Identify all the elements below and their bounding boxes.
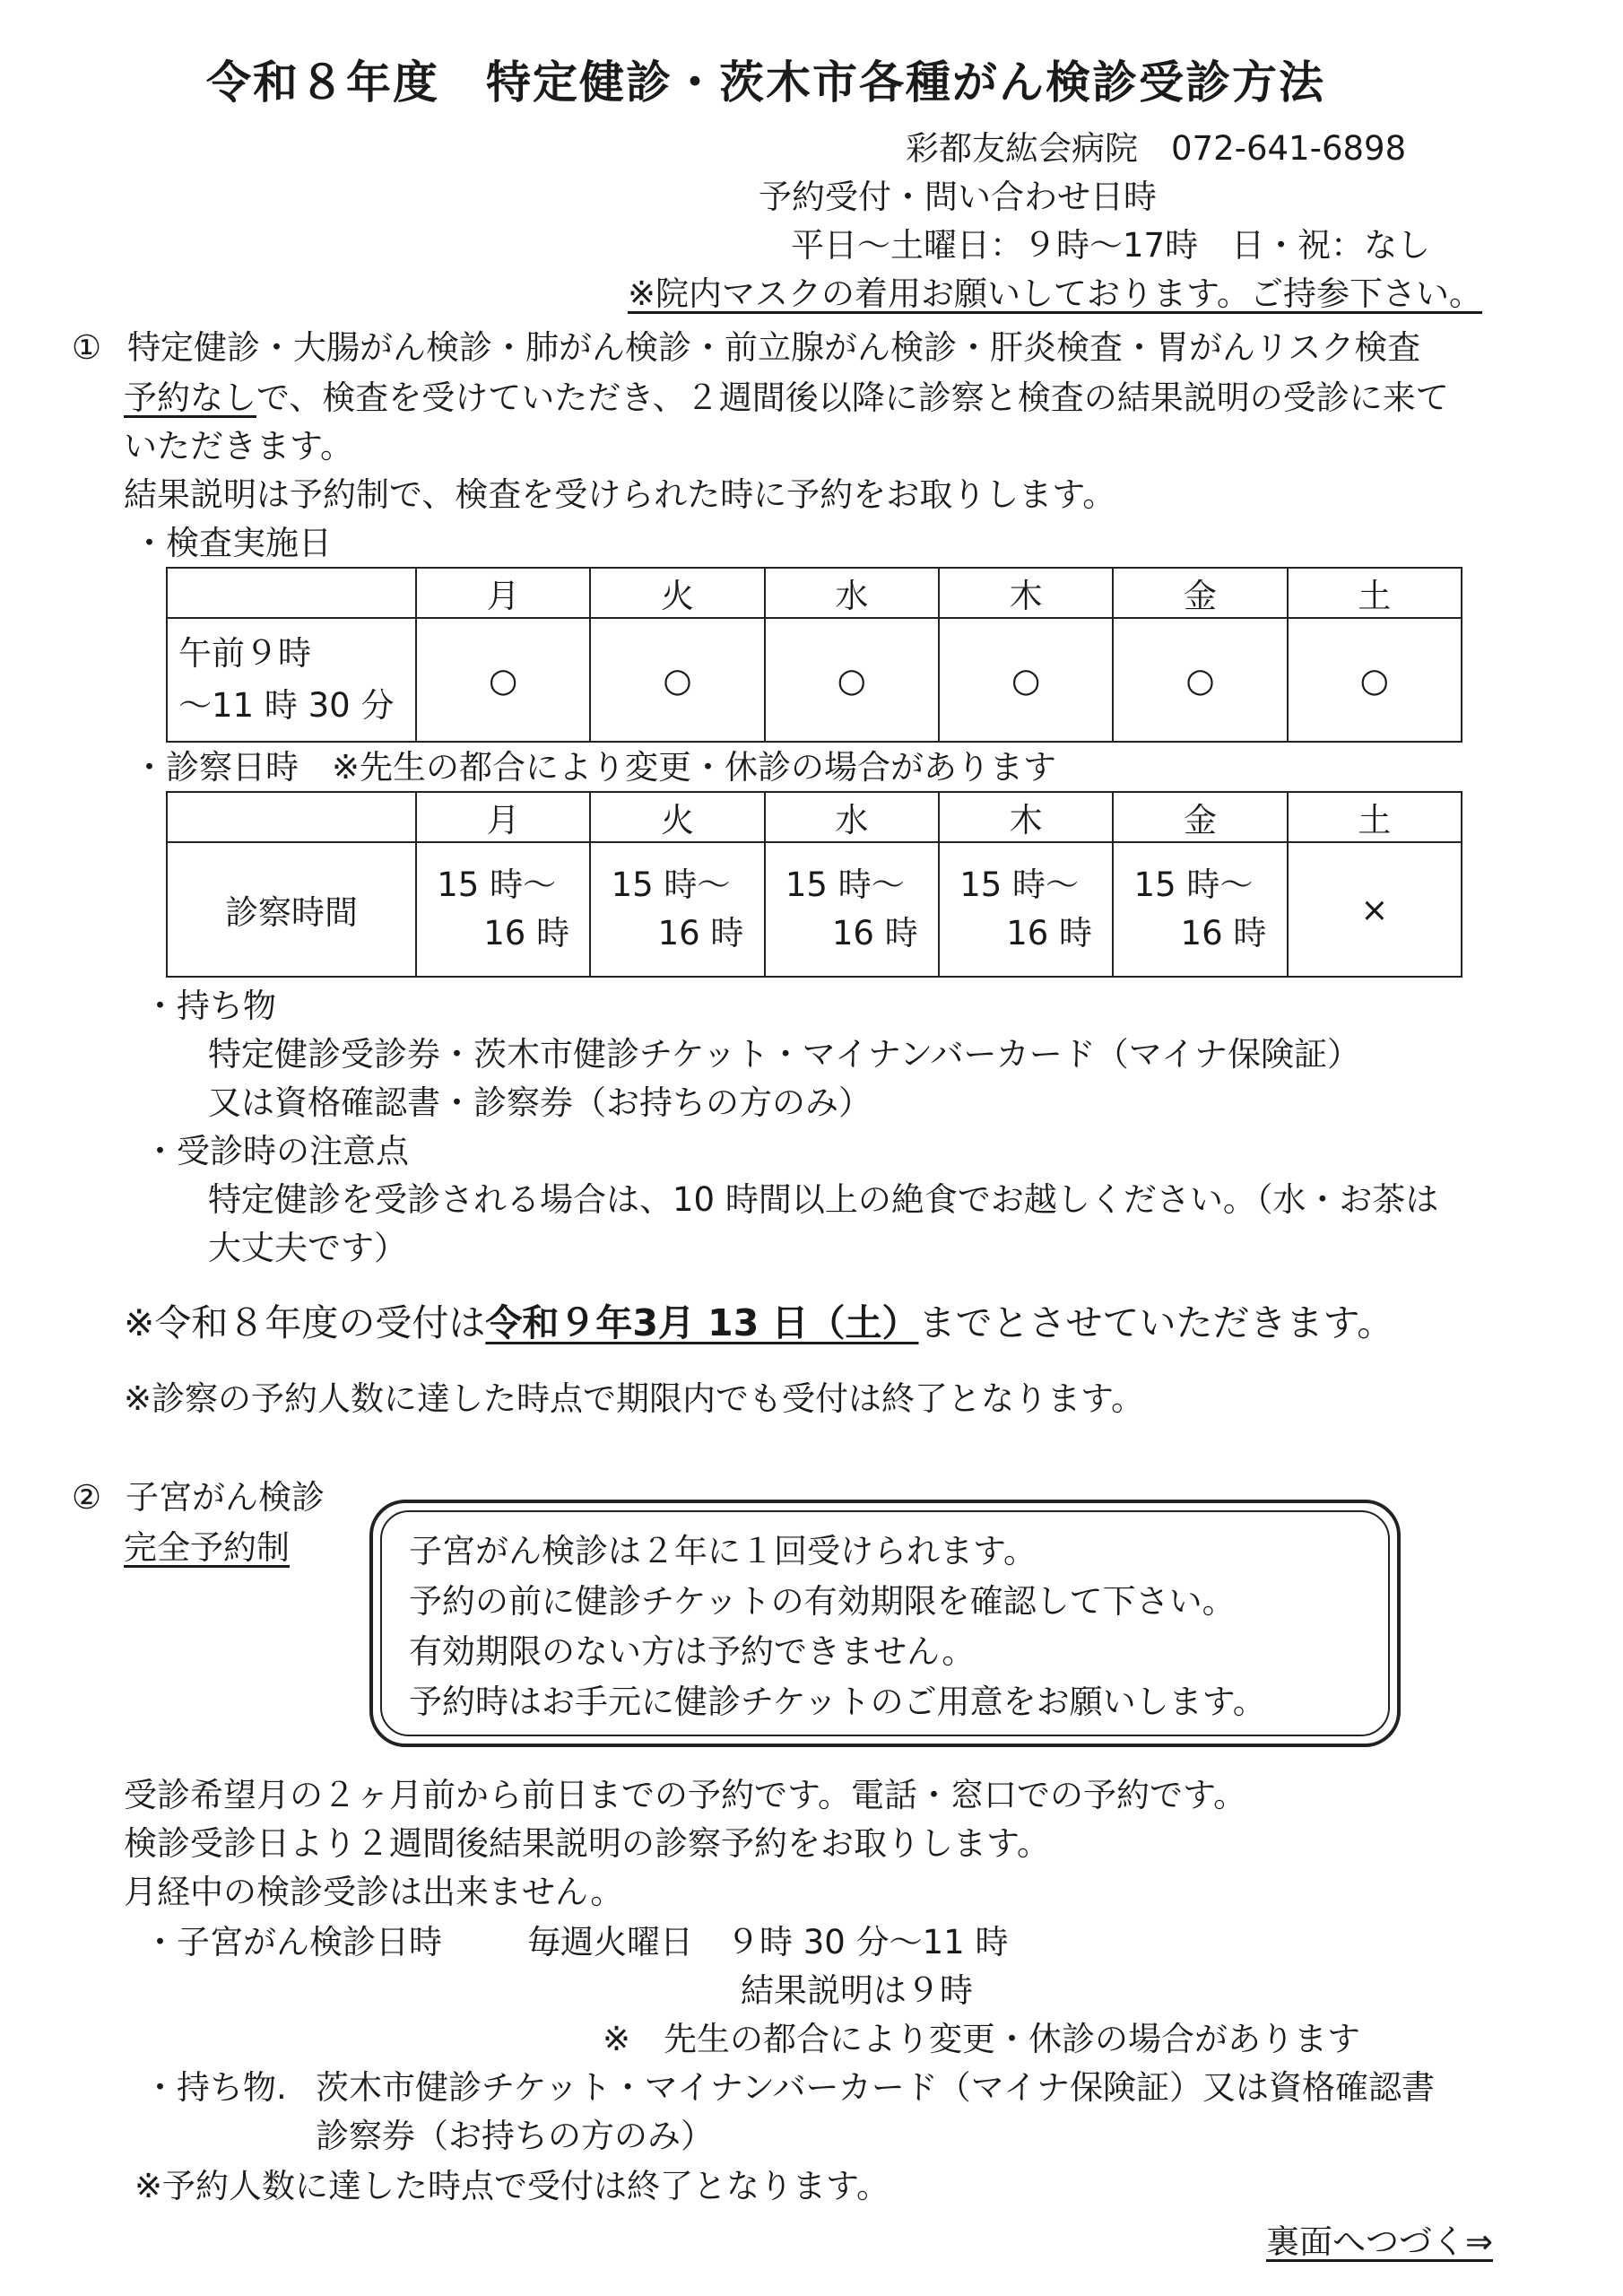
day-header: 水: [765, 792, 939, 842]
section-2-para-2: 検診受診日より２週間後結果説明の診察予約をお取りします。: [124, 1824, 1051, 1863]
exam-time-line-2: ～11 時 30 分: [178, 686, 395, 725]
day-header: 土: [1288, 792, 1462, 842]
day-header: 木: [939, 568, 1113, 618]
items-label: ・持ち物: [143, 987, 276, 1025]
consult-end: 16 時: [657, 914, 744, 952]
contact-hours: 平日～土曜日：９時～17時 日・祝：なし: [791, 226, 1431, 265]
day-header: 土: [1288, 568, 1462, 618]
section-2-items-line-1: 茨木市健診チケット・マイナンバーカード（マイナ保険証）又は資格確認書: [316, 2068, 1436, 2107]
continue-on-back: 裏面へつづく⇒: [1266, 2222, 1494, 2261]
notes-line-2: 大丈夫です）: [208, 1229, 407, 1267]
exam-days-label: ・検査実施日: [133, 524, 332, 562]
section-1-para-1: [124, 375, 1449, 422]
table-corner-cell: [167, 568, 416, 618]
contact-label: 予約受付・問い合わせ日時: [759, 178, 1157, 216]
day-header: 月: [416, 792, 590, 842]
table-corner-cell: [167, 792, 416, 842]
section-1-heading: 特定健診・大腸がん検診・肺がん検診・前立腺がん検診・肝炎検査・胃がんリスク検査: [127, 328, 1421, 367]
consult-end: 16 時: [483, 914, 570, 952]
deadline-pre: ※令和８年度の受付は: [124, 1301, 486, 1344]
exam-time-line-1: 午前９時: [178, 634, 311, 673]
consult-end: 16 時: [831, 914, 918, 952]
consult-time-cell: [1113, 842, 1287, 977]
items-line-2: 又は資格確認書・診察券（お持ちの方のみ）: [208, 1083, 872, 1122]
hospital-phone: 彩都友紘会病院 072-641-6898: [906, 129, 1407, 168]
day-header: 月: [416, 568, 590, 618]
result-time: 結果説明は９時: [741, 1971, 973, 2010]
box-line-4: 予約時はお手元に健診チケットのご用意をお願いします。: [409, 1683, 1266, 1721]
full-reservation-text: 完全予約制: [124, 1528, 290, 1567]
cervical-schedule-time: 毎週火曜日 ９時 30 分～11 時: [527, 1923, 1009, 1961]
consult-time-cell: [765, 842, 939, 977]
exam-days-table: [166, 567, 1462, 743]
box-line-2: 予約の前に健診チケットの有効期限を確認して下さい。: [409, 1582, 1236, 1621]
day-header: 木: [939, 792, 1113, 842]
section-2-limit-note: ※予約人数に達した時点で受付は終了となります。: [135, 2167, 890, 2205]
available-mark: ○: [416, 618, 590, 742]
consult-time-cell: [939, 842, 1113, 977]
section-1-para-1-line-2: いただきます。: [124, 427, 354, 465]
available-mark: ○: [1113, 618, 1287, 742]
section-1-number: ①: [72, 328, 102, 367]
exam-time-row: [167, 618, 1462, 742]
available-mark: ○: [939, 618, 1113, 742]
day-header: 金: [1113, 792, 1287, 842]
closed-mark: ×: [1288, 842, 1462, 977]
consult-time-row: [167, 842, 1462, 977]
consult-start: 15 時～: [611, 865, 731, 904]
consult-end: 16 時: [1006, 914, 1093, 952]
page-title: 令和８年度 特定健診・茨木市各種がん検診受診方法: [206, 57, 1325, 109]
section-2-para-1: 受診希望月の２ヶ月前から前日までの予約です。電話・窓口での予約です。: [124, 1776, 1247, 1814]
section-2-items-line-2: 診察券（お持ちの方のみ）: [316, 2117, 714, 2155]
box-line-3: 有効期限のない方は予約できません。: [409, 1632, 976, 1671]
deadline-date: 令和９年3月 13 日（土）: [485, 1301, 919, 1344]
day-header: 金: [1113, 568, 1287, 618]
items-line-1: 特定健診受診券・茨木市健診チケット・マイナンバーカード（マイナ保険証）: [208, 1035, 1361, 1074]
available-mark: ○: [765, 618, 939, 742]
day-header: 水: [765, 568, 939, 618]
mask-notice: ※院内マスクの着用お願いしております。ご持参下さい。: [628, 274, 1483, 313]
notes-label: ・受診時の注意点: [143, 1132, 409, 1170]
section-1-para-2: 結果説明は予約制で、検査を受けられた時に予約をお取りします。: [124, 475, 1116, 514]
section-1-para-1-rest: で、検査を受けていただき、２週間後以降に診察と検査の結果説明の受診に来て: [256, 378, 1449, 417]
consult-start: 15 時～: [1133, 865, 1254, 904]
day-header: 火: [590, 792, 764, 842]
cervical-schedule-label: ・子宮がん検診日時: [143, 1923, 442, 1961]
section-1-limit-note: ※診察の予約人数に達した時点で期限内でも受付は終了となります。: [124, 1379, 1145, 1418]
section-2-number: ②: [72, 1478, 102, 1517]
exam-days-header-row: [167, 568, 1462, 618]
exam-time-cell: [167, 618, 416, 742]
consult-row-label: 診察時間: [167, 842, 416, 977]
cervical-info-box: [369, 1500, 1401, 1747]
consult-time-cell: [590, 842, 764, 977]
day-header: 火: [590, 568, 764, 618]
consult-start: 15 時～: [437, 865, 557, 904]
deadline-post: までとさせていただきます。: [918, 1301, 1394, 1344]
consult-header-row: [167, 792, 1462, 842]
no-reservation-text: 予約なし: [124, 378, 256, 417]
available-mark: ○: [1288, 618, 1462, 742]
consult-start: 15 時～: [785, 865, 905, 904]
section-2-para-3: 月経中の検診受診は出来ません。: [124, 1873, 624, 1911]
section-2-heading: 子宮がん検診: [126, 1478, 325, 1517]
consult-label: ・診察日時 ※先生の都合により変更・休診の場合があります: [133, 748, 1057, 787]
box-line-1: 子宮がん検診は２年に１回受けられます。: [409, 1532, 1037, 1570]
deadline-note: [124, 1297, 1393, 1349]
consult-end: 16 時: [1180, 914, 1267, 952]
consult-table: [166, 791, 1462, 978]
section-2-items-label: ・持ち物.: [143, 2068, 287, 2107]
schedule-change-note: ※ 先生の都合により変更・休診の場合があります: [603, 2020, 1361, 2058]
consult-time-cell: [416, 842, 590, 977]
notes-line-1: 特定健診を受診される場合は、10 時間以上の絶食でお越しください。（水・お茶は: [208, 1180, 1439, 1219]
available-mark: ○: [590, 618, 764, 742]
consult-start: 15 時～: [959, 865, 1080, 904]
